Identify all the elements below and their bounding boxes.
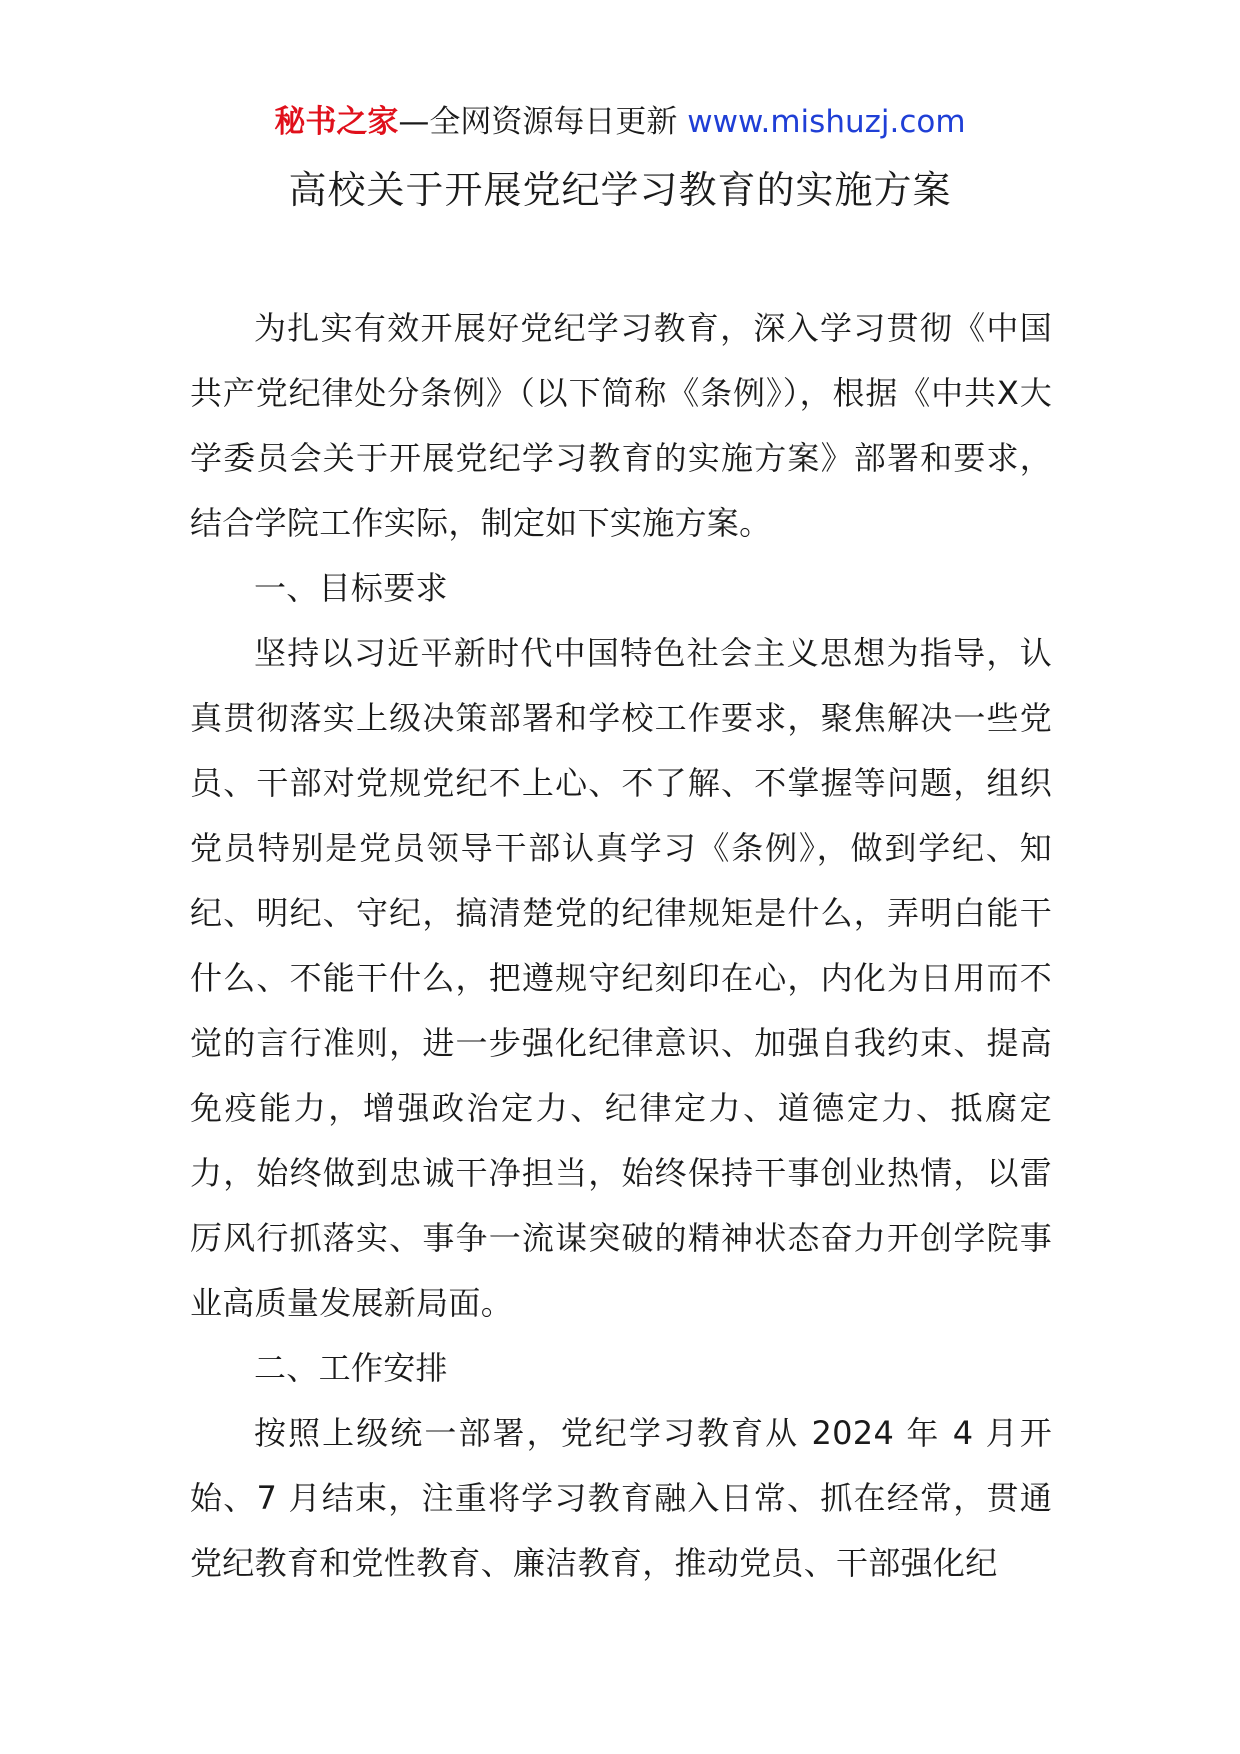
arrangement-paragraph: 按照上级统一部署，党纪学习教育从 2024 年 4 月开始、7 月结束，注重将学习教育融入日常、抓在经常，贯通党纪教育和党性教育、廉洁教育，推动党员、干部强化纪 <box>190 1414 1052 1582</box>
section-heading-goals: 一、目标要求 <box>254 569 448 607</box>
document-title: 高校关于开展党纪学习教育的实施方案 <box>288 168 952 212</box>
site-url-link[interactable]: www.mishuzj.com <box>687 104 966 140</box>
site-header <box>0 100 1240 144</box>
goals-paragraph: 坚持以习近平新时代中国特色社会主义思想为指导，认真贯彻落实上级决策部署和学校工作要求，聚焦解决一些党员、干部对党规党纪不上心、不了解、不掌握等问题，组织党员特别是党员领导干部认真学习《条例》，做到学纪、知纪、明纪、守纪，搞清楚党的纪律规矩是什么，弄明白能干什么、不能干什么，把遵规守纪刻印在心，内化为日用而不觉的言行准则，进一步强化纪律意识、加强自我约束、提高免疫能力，增强政治定力、纪律定力、道德定力、抵腐定力，始终做到忠诚干净担当，始终保持干事创业热情，以雷厉风行抓落实、事争一流谋突破的精神状态奋力开创学院事业高质量发展新局面。 <box>190 634 1052 1322</box>
section-heading-arrangement: 二、工作安排 <box>254 1349 448 1387</box>
intro-paragraph: 为扎实有效开展好党纪学习教育，深入学习贯彻《中国共产党纪律处分条例》（以下简称《条例》），根据《中共X大学委员会关于开展党纪学习教育的实施方案》部署和要求，结合学院工作实际，制定如下实施方案。 <box>190 309 1052 542</box>
site-tagline: —全网资源每日更新 <box>398 104 688 140</box>
site-brand: 秘书之家 <box>274 104 399 140</box>
document-body <box>190 296 1052 1596</box>
